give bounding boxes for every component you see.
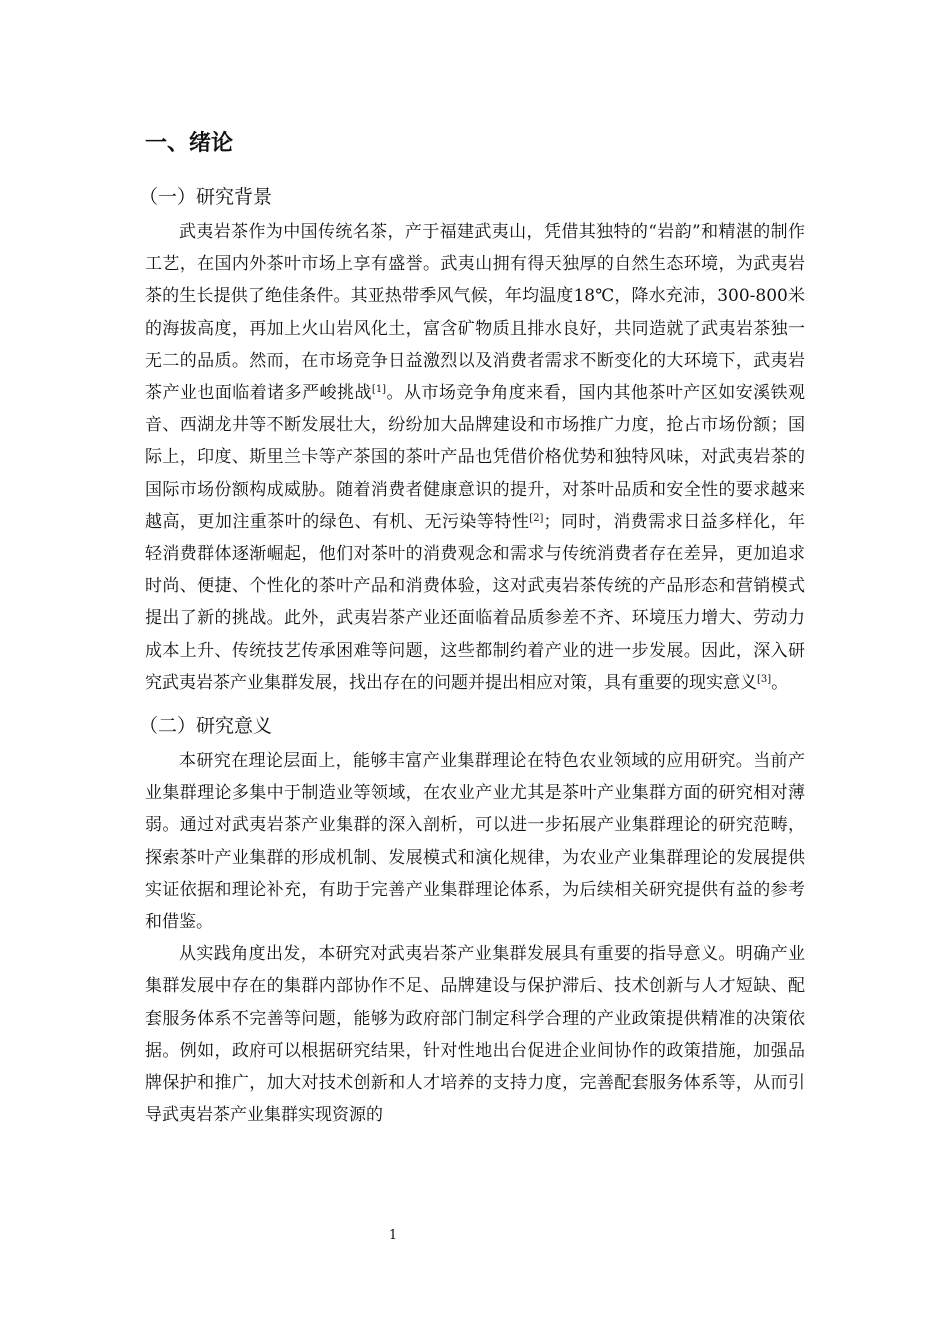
section-heading-background: （一）研究背景: [139, 186, 273, 208]
spacer: [145, 699, 805, 711]
citation-ref-2[interactable]: [2]: [529, 512, 544, 524]
document-page: [139, 128, 806, 1131]
text-segment: 。: [771, 672, 789, 693]
text-segment: 。从市场竞争角度来看，国内其他茶叶产区如安溪铁观音、西湖龙井等不断发展壮大，纷纷加大品牌建设和市场推广力度，抢占市场份额；国际上，印度、斯里兰卡等产茶国的茶叶产品也凭借价格优势和独特风味，对武夷岩茶的国际市场份额构成威胁。随着消费者健康意识的提升，对茶叶品质和安全性的要求越来越高，更加注重茶叶的绿色、有机、无污染等特性: [145, 383, 806, 532]
section-heading-significance: （二）研究意义: [139, 715, 273, 738]
citation-ref-3[interactable]: [3]: [757, 673, 772, 685]
paragraph-background: [145, 216, 805, 699]
chapter-title: 一、绪论: [145, 131, 234, 156]
paragraph-practice: 从实践角度出发，本研究对武夷岩茶产业集群发展具有重要的指导意义。明确产业集群发展中存在的集群内部协作不足、品牌建设与保护滞后、技术创新与人才短缺、配套服务体系不完善等问题，能够为政府部门制定科学合理的产业政策提供精准的决策依据。例如，政府可以根据研究结果，针对性地出台促进企业间协作的政策措施，加强品牌保护和推广，加大对技术创新和人才培养的支持力度，完善配套服务体系等，从而引导武夷岩茶产业集群实现资源的: [145, 944, 805, 1126]
text-segment: 武夷岩茶作为中国传统名茶，产于福建武夷山，凭借其独特的“岩韵”和精湛的制作工艺，在国内外茶叶市场上享有盛誉。武夷山拥有得天独厚的自然生态环境，为武夷岩茶的生长提供了绝佳条件。其亚热带季风气候，年均温度18℃，降水充沛，300-800米的海拔高度，再加上火山岩风化土，富含矿物质且排水良好，共同造就了武夷岩茶独一无二的品质。然而，在市场竞争日益激烈以及消费者需求不断变化的大环境下，武夷岩茶产业也面临着诸多严峻挑战: [145, 222, 805, 404]
page-number: 1: [388, 1228, 398, 1243]
paragraph-theory: 本研究在理论层面上，能够丰富产业集群理论在特色农业领域的应用研究。当前产业集群理论多集中于制造业等领域，在农业产业尤其是茶叶产业集群方面的研究相对薄弱。通过对武夷岩茶产业集群的深入剖析，可以进一步拓展产业集群理论的研究范畴，探索茶叶产业集群的形成机制、发展模式和演化规律，为农业产业集群理论的发展提供实证依据和理论补充，有助于完善产业集群理论体系，为后续相关研究提供有益的参考和借鉴。: [145, 751, 805, 933]
citation-ref-1[interactable]: [1]: [371, 384, 387, 396]
text-segment: ；同时，消费需求日益多样化，年轻消费群体逐渐崛起，他们对茶叶的消费观念和需求与传统消费者存在差异，更加追求时尚、便捷、个性化的茶叶产品和消费体验，这对武夷岩茶传统的产品形态和营销模式提出了新的挑战。此外，武夷岩茶产业还面临着品质参差不齐、环境压力增大、劳动力成本上升、传统技艺传承困难等问题，这些都制约着产业的进一步发展。因此，深入研究武夷岩茶产业集群发展，找出存在的问题并提出相应对策，具有重要的现实意义: [145, 511, 806, 693]
